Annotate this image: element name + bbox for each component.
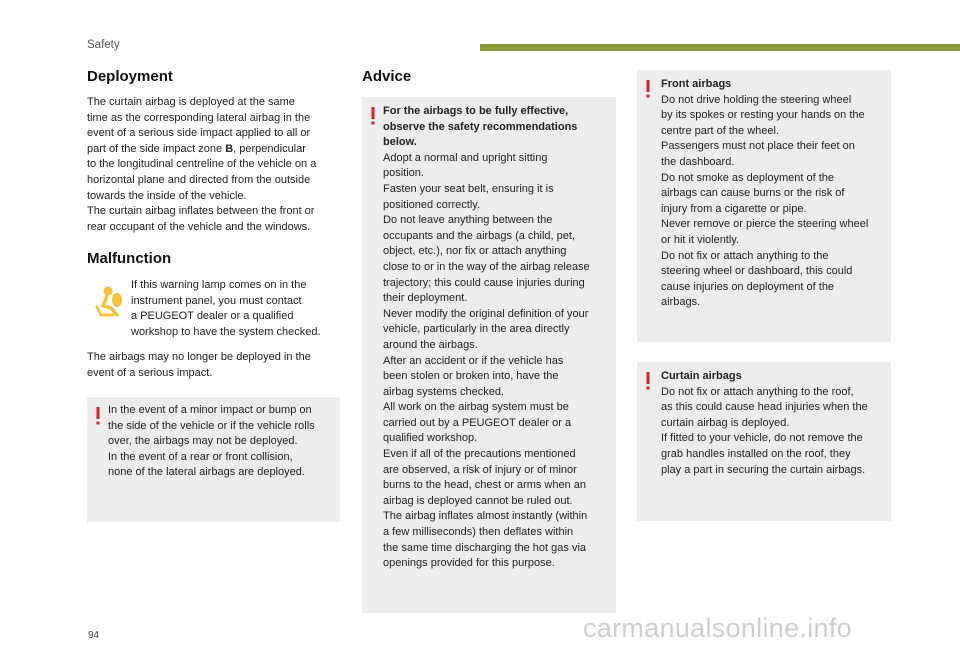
exclamation-icon — [94, 407, 104, 425]
malfunction-title: Malfunction — [87, 250, 172, 267]
section-label: Safety — [87, 39, 120, 51]
deployment-text: The curtain airbag is deployed at the same time as the corresponding lateral airbag in the event of a serious side impact applied to all or part of the side impact zone B, perpendicular to the longitudinal centreline of the vehicle on a horizontal plane and directed from the outside towards the inside of the vehicle. The curtain airbag inflates between the front or rear occupant of the vehicle and the windows. — [87, 96, 317, 233]
deployment-section — [87, 68, 342, 235]
malfunction-after-text: The airbags may no longer be deployed in the event of a serious impact. — [87, 351, 311, 379]
malfunction-warning-text: If this warning lamp comes on in the instrument panel, you must contact a PEUGEOT dealer or a qualified workshop to have the system checked. — [131, 279, 321, 338]
deployment-title: Deployment — [87, 68, 173, 85]
exclamation-icon — [644, 80, 654, 98]
exclamation-icon — [644, 372, 654, 390]
malfunction-section — [87, 250, 342, 267]
curtain-airbags-box — [637, 362, 891, 521]
curtain-airbags-text: Curtain airbags Do not fix or attach anything to the roof, as this could cause head injuries when the curtain airbag is deployed. If fitted to your vehicle, do not remove the grab handles installed on the roof, they play a part in securing the curtain airbags. — [661, 370, 868, 476]
malfunction-note-box — [87, 397, 340, 522]
airbag-warning-icon — [93, 284, 123, 318]
front-airbags-text: Front airbags Do not drive holding the steering wheel by its spokes or resting your hands on the centre part of the wheel. Passengers must not place their feet on the dashboard. Do not smoke as deployment of the airbags can cause burns or the risk of injury from a cigarette or pipe. Never remove or pierce the steering wheel or hit it violently. Do not fix or attach anything to the steering wheel or dashboard, this could cause injuries on deployment of the airbags. — [661, 78, 869, 309]
advice-section — [362, 68, 617, 85]
header-accent-bar — [480, 44, 960, 51]
advice-title: Advice — [362, 68, 412, 85]
page-number: 94 — [88, 630, 100, 641]
front-airbags-box — [637, 70, 891, 342]
malfunction-note-text: In the event of a minor impact or bump on the side of the vehicle or if the vehicle rolls over, the airbags may not be deployed. In the event of a rear or front collision, none of the lateral airbags are deployed. — [108, 404, 315, 479]
watermark: carmanualsonline.info — [583, 613, 852, 643]
exclamation-icon — [369, 107, 379, 125]
advice-box — [362, 97, 616, 613]
advice-text: For the airbags to be fully effective, observe the safety recommendations below. Adopt a normal and upright sitting position. Fasten your seat belt, ensuring it is positioned correctly. Do not leave anything between the occupants and the airbags (a child, pet, object, etc.), nor fix or attach anything close to or in the way of the airbag release trajectory; this could cause injuries during their deployment. Never modify the original definition of your vehicle, particularly in the area directly around the airbags. After an accident or if the vehicle has been stolen or broken into, have the airbag systems checked. All work on the airbag system must be carried out by a PEUGEOT dealer or a qualified workshop. Even if all of the precautions mentioned are observed, a risk of injury or of minor burns to the head, chest or arms when an airbag is deployed cannot be ruled out. The airbag inflates almost instantly (within a few milliseconds) then deflates within the same time discharging the hot gas via openings provided for this purpose. — [383, 105, 590, 570]
